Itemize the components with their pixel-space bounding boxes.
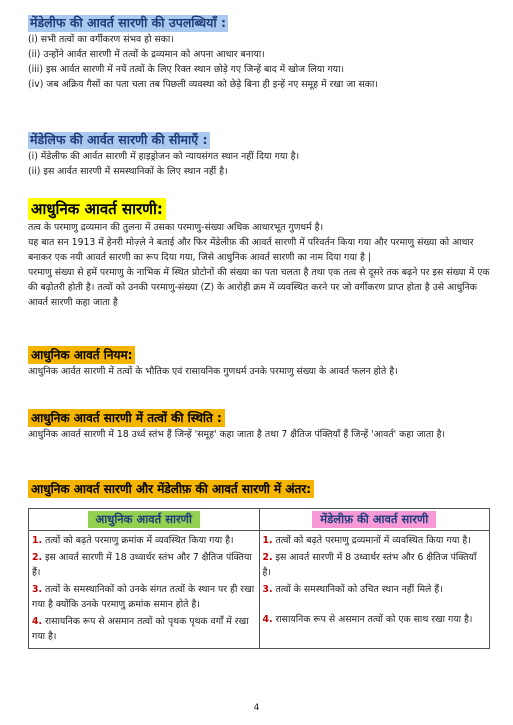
item-text: तत्वों के समस्थानिकों को उचित स्थान नहीं मिले हैं। — [272, 584, 443, 595]
modern-table-heading: आधुनिक आवर्त सारणी: — [28, 198, 166, 220]
list-item — [32, 582, 256, 612]
item-number: 2. — [262, 552, 273, 563]
modern-table-para-3: परमाणु संख्या से हमें परमाणु के नाभिक में स्थित प्रोटोनों की संख्या का पता चलता है तथा एक तत्व से दूसरे तक बढ़ने पर इस संख्या में एक की बढ़ोतरी होती है। तत्वों को उनकी परमाणु-संख्या (Z) के आरोही क्रम में व्यवस्थित करने पर जो वर्गीकरण प्राप्त होता है उसे आधुनिक आवर्त सारणी कहा जाता है — [28, 267, 490, 309]
list-item — [263, 533, 487, 548]
modern-column — [29, 531, 260, 649]
list-item — [263, 550, 487, 580]
item-text: इस आवर्त सारणी में 18 उध्वार्धर स्तंभ और 7 क्षैतिज पंक्तिया हैं। — [32, 552, 252, 578]
list-item — [263, 582, 487, 597]
section-difference — [28, 478, 490, 498]
item-number: 1. — [262, 535, 273, 546]
section-limitations — [28, 129, 490, 179]
difference-heading: आधुनिक आवर्त सारणी और मेंडेलीफ़ की आवर्त सारणी में अंतर: — [28, 480, 314, 498]
list-item — [263, 612, 487, 627]
table-row — [29, 531, 490, 649]
section-achievements — [28, 12, 490, 92]
header-modern: आधुनिक आवर्त सारणी — [88, 511, 200, 528]
section-element-position — [28, 407, 490, 442]
limitation-line: (i) मेंडेलीफ की आर्वत सारणी में हाइड्रोजन को न्यायसंगत स्थान नहीं दिया गया है। — [28, 150, 300, 162]
section-modern-law — [28, 344, 490, 379]
list-item — [32, 550, 256, 580]
limitation-line: (ii) इस आर्वत सारणी में समस्थानिकों के लिए स्थान नहीं है। — [28, 165, 228, 177]
item-number: 3. — [262, 584, 273, 595]
achievements-heading: मेंडेलीफ की आवर्त सारणी की उपलब्धियाँ : — [30, 15, 226, 30]
achievement-line: (i) सभी तत्वों का वर्गीकरण संभव हो सका। — [28, 33, 174, 45]
achievement-line: (iii) इस आर्वत सारणी में नयें तत्वों के लिए रिक्त स्थान छोड़े गए जिन्हें बाद में खोज लिया गया। — [28, 63, 345, 75]
header-cell-modern — [29, 509, 260, 531]
item-number: 4. — [262, 614, 273, 625]
modern-law-heading: आधुनिक आवर्त नियम: — [28, 346, 135, 364]
modern-table-para-1: तत्व के परमाणु द्रव्यमान की तुलना में उसका परमाणु-संख्या अधिक आधारभूत गुणधर्म है। — [28, 222, 324, 234]
item-text: इस आवर्त सारणी में 8 उध्वार्धर स्तंभ और 6 क्षैतिज पंक्तियाँ है। — [262, 552, 477, 578]
item-number: 4. — [32, 616, 43, 627]
item-text: तत्वों को बढ़ते परमाणु द्रव्यमानों में व्यवस्थित किया गया है। — [272, 535, 471, 546]
item-number: 2. — [32, 552, 43, 563]
header-mendeleev: मेंडेलीफ़ की आवर्त सारणी — [312, 511, 436, 528]
limitations-heading: मेंडेलिफ की आर्वत सारणी की सीमाएँ : — [30, 132, 208, 147]
element-position-text: आधुनिक आवर्त सारणी में 18 उर्ध्व स्तंभ हैं जिन्हें 'समूह' कहा जाता है तथा 7 क्षैतिज पंक्तियाँ हैं जिन्हें 'आवर्त' कहा जाता है। — [28, 429, 446, 441]
list-item — [32, 614, 256, 644]
table-header-row — [29, 509, 490, 531]
achievement-line: (iv) जब अक्रिय गैसों का पता चला तब पिछली व्यवस्था को छेड़े बिना ही इन्हें नए समूह में रखा जा सका। — [28, 78, 378, 90]
element-position-heading: आधुनिक आवर्त सारणी में तत्वों की स्थिति : — [28, 409, 225, 427]
comparison-table — [28, 508, 490, 649]
item-text: तत्वों के समस्थानिकों को उनके संगत तत्वों के स्थान पर ही रखा गया है क्योंकि उनके परमाणु क्रमांक समान होते है। — [32, 584, 255, 610]
mendeleev-column — [259, 531, 490, 649]
item-text: रासायनिक रूप से असमान तत्वों को एक साथ रखा गया है। — [272, 614, 473, 625]
list-item — [32, 533, 256, 548]
item-text: रासायनिक रूप से असमान तत्वों को पृथक पृथक वर्गों में रखा गया है। — [32, 616, 249, 642]
item-number: 3. — [32, 584, 43, 595]
item-number: 1. — [32, 535, 43, 546]
item-text: तत्वों को बढ़ते परमाणु क्रमांक में व्यवस्थित किया गया है। — [42, 535, 234, 546]
modern-law-text: आधुनिक आर्वत सारणी में तत्वों के भौतिक एवं रासायनिक गुणधर्म उनके परमाणु संख्या के आवर्त फलन होते है। — [28, 366, 398, 378]
achievement-line: (ii) उन्होंने आर्वत सारणी में तत्वों के द्रव्यमान को अपना आधार बनाया। — [28, 48, 265, 60]
header-cell-mendeleev — [259, 509, 490, 531]
page-number: 4 — [253, 703, 260, 713]
section-modern-table — [28, 198, 490, 310]
modern-table-para-2: यह बात सन 1913 में हेनरी मोज़्ले ने बताई और फिर मेंडेलीफ़ की आवर्त सारणी में परिवर्तन किया गया और परमाणु संख्या को आधार बनाकर एक नयी आवर्त सारणी का रूप दिया गया, जिसे आधुनिक आवर्त सारणी का नाम दिया गया है | — [28, 237, 474, 264]
